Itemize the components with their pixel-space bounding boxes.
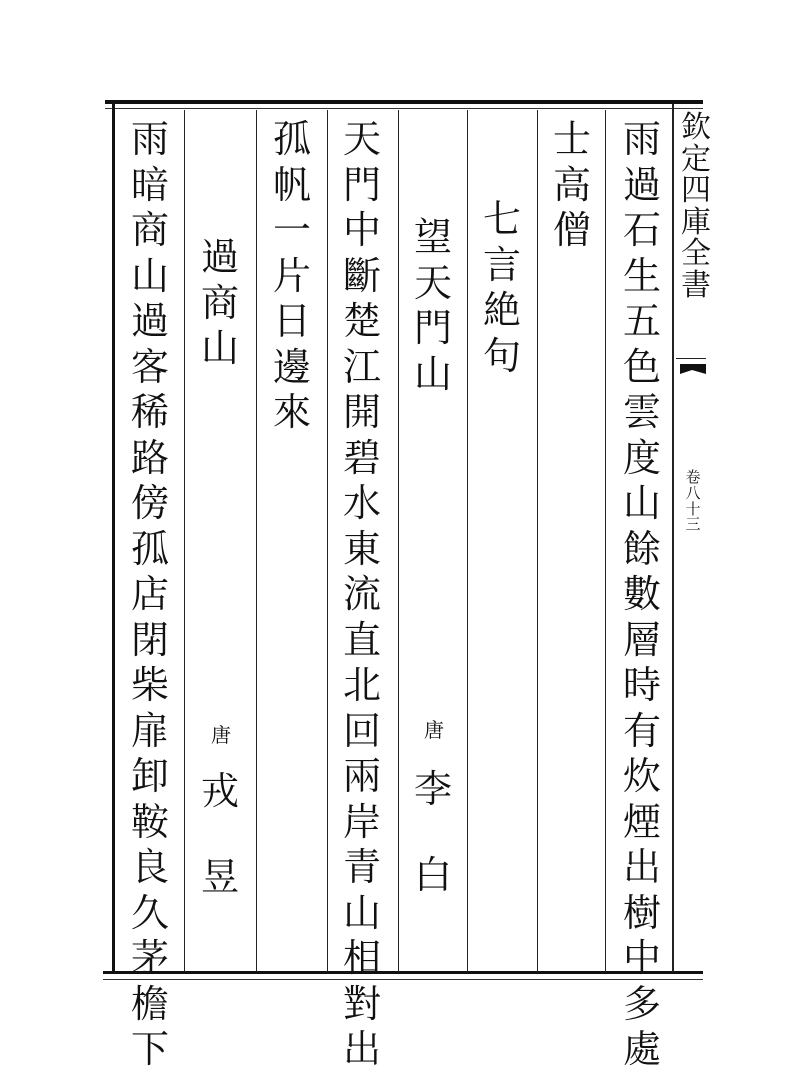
glyph: 斷: [342, 253, 381, 298]
glyph: 暗: [130, 162, 169, 207]
column-divider: [256, 110, 257, 972]
glyph: 片: [272, 253, 311, 298]
section-heading: [472, 197, 532, 382]
glyph: 回: [342, 708, 381, 753]
glyph: 高: [552, 162, 591, 207]
glyph: 石: [622, 208, 661, 252]
glyph: 直: [342, 617, 381, 662]
glyph: 楚: [342, 299, 381, 343]
poem-dynasty-2: [201, 725, 241, 771]
text-column-6: [262, 117, 322, 439]
glyph: 鞍: [130, 799, 169, 844]
glyph: 中: [622, 936, 661, 980]
glyph: 十: [685, 499, 701, 518]
glyph: 茅: [130, 936, 169, 980]
glyph: 昱: [200, 854, 239, 899]
glyph: 店: [130, 572, 169, 616]
glyph: 四: [681, 173, 711, 208]
glyph: 言: [482, 242, 521, 287]
glyph: 數: [622, 572, 661, 616]
poem-author-1: [403, 767, 463, 901]
glyph: 卷: [685, 468, 701, 486]
column-divider: [467, 110, 468, 972]
glyph: 孤: [130, 526, 169, 571]
glyph: 商: [200, 280, 239, 325]
glyph: 兩: [342, 754, 381, 798]
glyph: 傍: [130, 481, 169, 525]
glyph: 全: [681, 236, 711, 271]
glyph: 雨: [622, 117, 661, 161]
column-divider: [605, 110, 606, 972]
poem-title-2: [190, 235, 250, 375]
glyph: 層: [622, 617, 661, 662]
glyph: 欽: [681, 110, 711, 145]
glyph: 山: [200, 326, 239, 370]
glyph: 邊: [272, 344, 311, 389]
glyph: 庫: [681, 204, 711, 240]
column-divider: [537, 110, 538, 972]
glyph: 士: [552, 117, 591, 161]
glyph: 過: [130, 299, 169, 343]
glyph: 相: [342, 936, 381, 980]
glyph: 門: [342, 162, 381, 207]
glyph: 出: [342, 1027, 381, 1071]
glyph: 柴: [130, 663, 169, 707]
glyph: 句: [482, 333, 521, 378]
glyph: 碧: [342, 435, 381, 480]
glyph: 客: [130, 344, 169, 389]
glyph: 開: [342, 390, 381, 434]
glyph: 孤: [272, 117, 311, 161]
glyph: 山: [622, 481, 661, 525]
glyph: 八: [685, 483, 701, 502]
glyph: 帆: [272, 162, 311, 207]
glyph: 流: [342, 572, 381, 616]
glyph: 唐: [211, 723, 231, 747]
glyph: 檐: [130, 981, 169, 1026]
glyph: 處: [622, 1027, 661, 1071]
glyph: 樹: [622, 890, 661, 935]
glyph: 僧: [552, 208, 591, 252]
glyph: 雨: [130, 117, 169, 161]
glyph: 過: [200, 235, 239, 279]
glyph: 七: [482, 197, 521, 241]
glyph: 有: [622, 708, 661, 753]
glyph: 炊: [622, 754, 661, 798]
glyph: 良: [130, 845, 169, 889]
glyph: 書: [681, 267, 711, 303]
glyph: 山: [342, 890, 381, 935]
glyph: 稀: [130, 390, 169, 434]
glyph: 煙: [622, 799, 661, 844]
glyph: 青: [342, 845, 381, 889]
glyph: 五: [622, 299, 661, 343]
glyph: 山: [413, 351, 452, 396]
right-border: [672, 104, 674, 972]
top-border: [105, 100, 703, 104]
glyph: 生: [622, 253, 661, 298]
left-border: [112, 104, 115, 972]
glyph: 雲: [622, 390, 661, 434]
glyph: 路: [130, 435, 169, 480]
glyph: 白: [413, 852, 452, 897]
fishtail-line: [676, 358, 706, 359]
glyph: 多: [622, 981, 661, 1026]
glyph: 望: [413, 215, 452, 259]
glyph: 過: [622, 162, 661, 207]
glyph: 東: [342, 526, 381, 571]
glyph: 閉: [130, 617, 169, 662]
poem-author-2: [190, 769, 250, 903]
glyph: 出: [622, 845, 661, 889]
glyph: 岸: [342, 799, 381, 844]
fishtail-mark: [678, 360, 708, 400]
glyph: 中: [342, 208, 381, 252]
top-border-inner: [105, 108, 703, 109]
book-title: [678, 112, 714, 301]
text-column-1: [612, 117, 672, 1076]
poem-title-1: [403, 215, 463, 400]
glyph: 三: [685, 515, 701, 534]
glyph: 江: [342, 344, 381, 389]
text-column-2: [542, 117, 602, 257]
glyph: 山: [130, 253, 169, 298]
glyph: 下: [130, 1027, 169, 1071]
glyph: 李: [413, 767, 452, 811]
glyph: 定: [681, 141, 711, 177]
glyph: 日: [272, 299, 311, 343]
column-divider: [327, 110, 328, 972]
column-divider: [398, 110, 399, 972]
text-column-5: [332, 117, 392, 1076]
glyph: 色: [622, 344, 661, 389]
glyph: 度: [622, 435, 661, 480]
column-divider: [184, 110, 185, 972]
glyph: 唐: [424, 718, 444, 742]
glyph: 一: [272, 208, 311, 252]
glyph: 久: [130, 890, 169, 935]
glyph: 時: [622, 663, 661, 707]
glyph: 來: [272, 390, 311, 434]
glyph: 卸: [130, 754, 169, 798]
glyph: 絶: [482, 288, 521, 332]
glyph: 天: [413, 260, 452, 305]
glyph: 餘: [622, 526, 661, 571]
glyph: 天: [342, 117, 381, 161]
poem-dynasty-1: [414, 720, 454, 766]
glyph: 戎: [200, 769, 239, 813]
glyph: 對: [342, 981, 381, 1026]
glyph: 水: [342, 481, 381, 525]
glyph: 門: [413, 306, 452, 350]
text-column-8: [120, 117, 180, 1076]
glyph: 扉: [130, 708, 169, 753]
glyph: 北: [342, 663, 381, 707]
glyph: 商: [130, 208, 169, 252]
volume-label: [682, 470, 704, 533]
